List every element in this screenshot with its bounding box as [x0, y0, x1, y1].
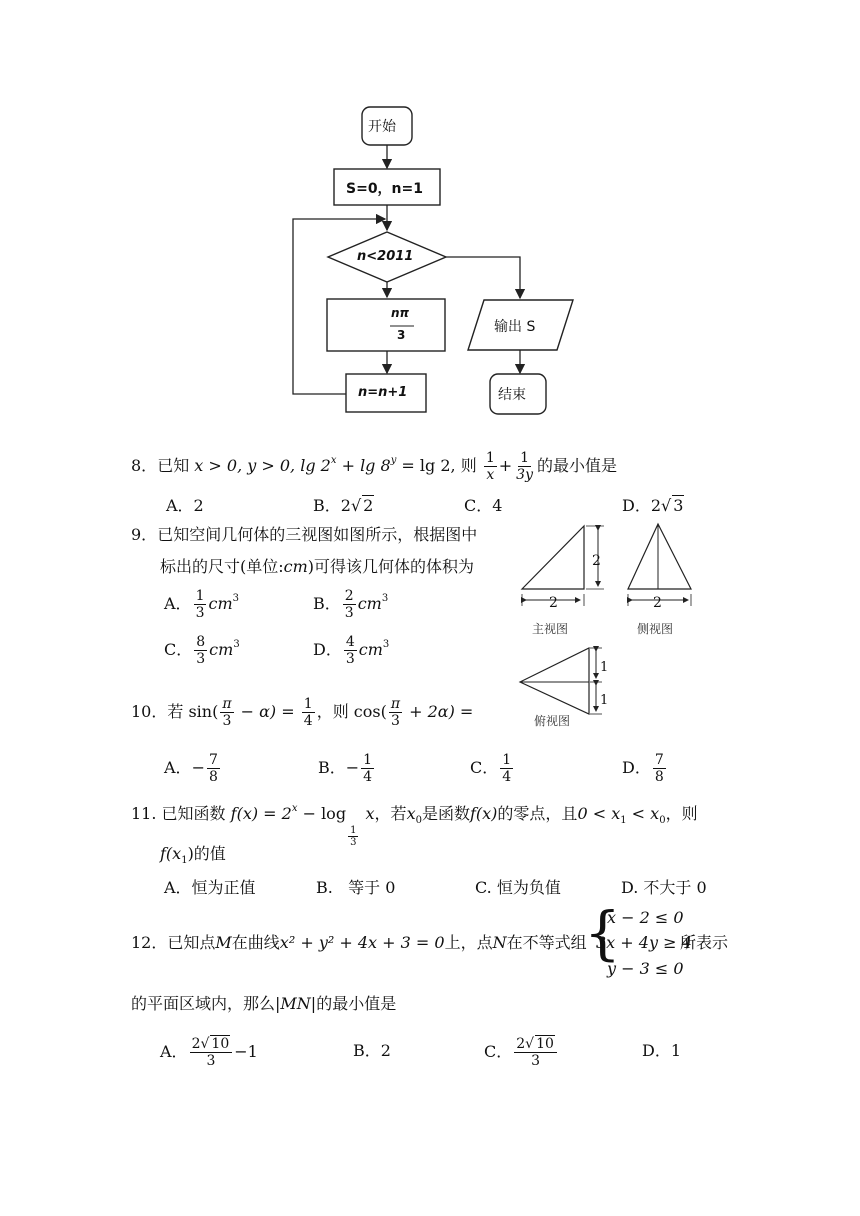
front-view-caption: 主视图	[532, 622, 569, 636]
q8-eq: = lg 2, 则	[396, 456, 477, 475]
q9-line1: 9．已知空间几何体的三视图如图所示，根据图中	[131, 525, 478, 544]
q12-brace: {	[584, 899, 621, 967]
q8-option-c[interactable]: C．4	[464, 496, 503, 515]
front-view-width: 2	[549, 595, 558, 611]
front-view-height: 2	[592, 553, 601, 569]
question-11: 11. 已知函数 $f(x) = 2^x - \log$ $\frac{1}{3}$ x，若$x_0$是函数f(x)的零点，且$0 < x_1 < x_0$，则	[131, 803, 698, 848]
q11-option-b[interactable]: B. 等于 0	[316, 878, 396, 897]
q8-cond: x > 0, y > 0, lg 2	[194, 456, 331, 475]
front-view-shape	[522, 526, 584, 589]
side-view-width: 2	[653, 595, 662, 611]
q11-option-c[interactable]: C. 恒为负值	[475, 878, 561, 897]
q10-option-d[interactable]: D． $\frac{7}{8}$	[622, 752, 664, 785]
flow-init-label: S=0，n=1	[346, 181, 423, 197]
q9-option-a[interactable]: A． $\frac{1}{3}$ $cm^3$	[164, 588, 239, 621]
q12-option-c[interactable]: C． $\frac{2√ 10}{3}$	[484, 1036, 559, 1069]
flow-process-numerator: nπ	[391, 306, 410, 320]
top-view-caption: 俯视图	[534, 714, 571, 728]
q12-option-a[interactable]: A． $\frac{2√ 10}{3}$ −1	[160, 1036, 258, 1069]
question-10: 10．若 sin( $\frac{\pi}{3}$ − α) = $\frac{1}{4}$ ，则 cos( $\frac{\pi}{3}$ + 2α) =	[131, 696, 474, 729]
q9-option-c[interactable]: C． $\frac{8}{3}$ $cm^3$	[164, 634, 240, 667]
q10-option-b[interactable]: B．− $\frac{1}{4}$	[318, 752, 373, 785]
side-view-shape	[628, 524, 691, 589]
flow-end-label: 结束	[498, 387, 526, 403]
top-view-dim-upper: 1	[600, 660, 609, 675]
q12-ineq-3: y − 3 ≤ 0	[607, 959, 684, 978]
q8-option-b[interactable]: B．2√ 2	[313, 496, 374, 515]
q9-option-b[interactable]: B． $\frac{2}{3}$ $cm^3$	[313, 588, 389, 621]
q8-prefix: 已知	[157, 456, 190, 475]
q12-tail: 所表示	[680, 933, 729, 952]
question-12: 12．已知点M在曲线x² + y² + 4x + 3 = 0上，点N在不等式组	[131, 933, 587, 952]
flow-increment-label: n=n+1	[358, 385, 408, 400]
flow-process-denominator: 3	[397, 328, 406, 342]
q11-option-d[interactable]: D. 不大于 0	[621, 878, 707, 897]
q8-sup1: x	[330, 455, 337, 466]
q12-ineq-2: 3x + 4y ≥ 4	[596, 933, 692, 952]
flowchart	[0, 0, 860, 430]
q12-option-b[interactable]: B．2	[353, 1041, 391, 1060]
flow-output-label: 输出 S	[494, 319, 536, 335]
q8-frac1: $\frac{1}{x}$	[485, 450, 495, 483]
q12-option-d[interactable]: D．1	[642, 1041, 682, 1060]
q9-number: 9．	[131, 525, 158, 544]
q8-mid: + lg 8	[336, 456, 391, 475]
q8-option-d[interactable]: D．2√ 3	[622, 496, 684, 515]
q10-option-a[interactable]: A．− $\frac{7}{8}$	[164, 752, 218, 785]
flow-condition-label: n<2011	[357, 249, 414, 264]
q9-option-d[interactable]: D． $\frac{4}{3}$ $cm^3$	[313, 634, 390, 667]
q8-sup2: y	[390, 455, 397, 466]
q11-line2: $f(x_1)$的值	[160, 844, 226, 867]
question-8	[131, 450, 617, 483]
top-view-dim-lower: 1	[600, 693, 609, 708]
q12-ineq-1: x − 2 ≤ 0	[607, 908, 684, 927]
side-view-caption: 侧视图	[637, 622, 674, 636]
q8-number: 8．	[131, 456, 158, 475]
q9-line2: 标出的尺寸(单位:cm)可得该几何体的体积为	[160, 557, 475, 576]
q11-option-a[interactable]: A．恒为正值	[164, 878, 256, 897]
q8-plus: +	[498, 456, 513, 475]
flow-start-label: 开始	[368, 119, 396, 135]
q10-option-c[interactable]: C． $\frac{1}{4}$	[470, 752, 512, 785]
q8-frac2: $\frac{1}{3y}$	[516, 450, 533, 483]
q8-suffix: 的最小值是	[536, 456, 617, 475]
q12-line2: 的平面区域内，那么|MN|的最小值是	[131, 994, 397, 1013]
flow-process-box	[327, 299, 445, 351]
top-view-shape	[520, 648, 589, 714]
q8-option-a[interactable]: A．2	[166, 496, 204, 515]
